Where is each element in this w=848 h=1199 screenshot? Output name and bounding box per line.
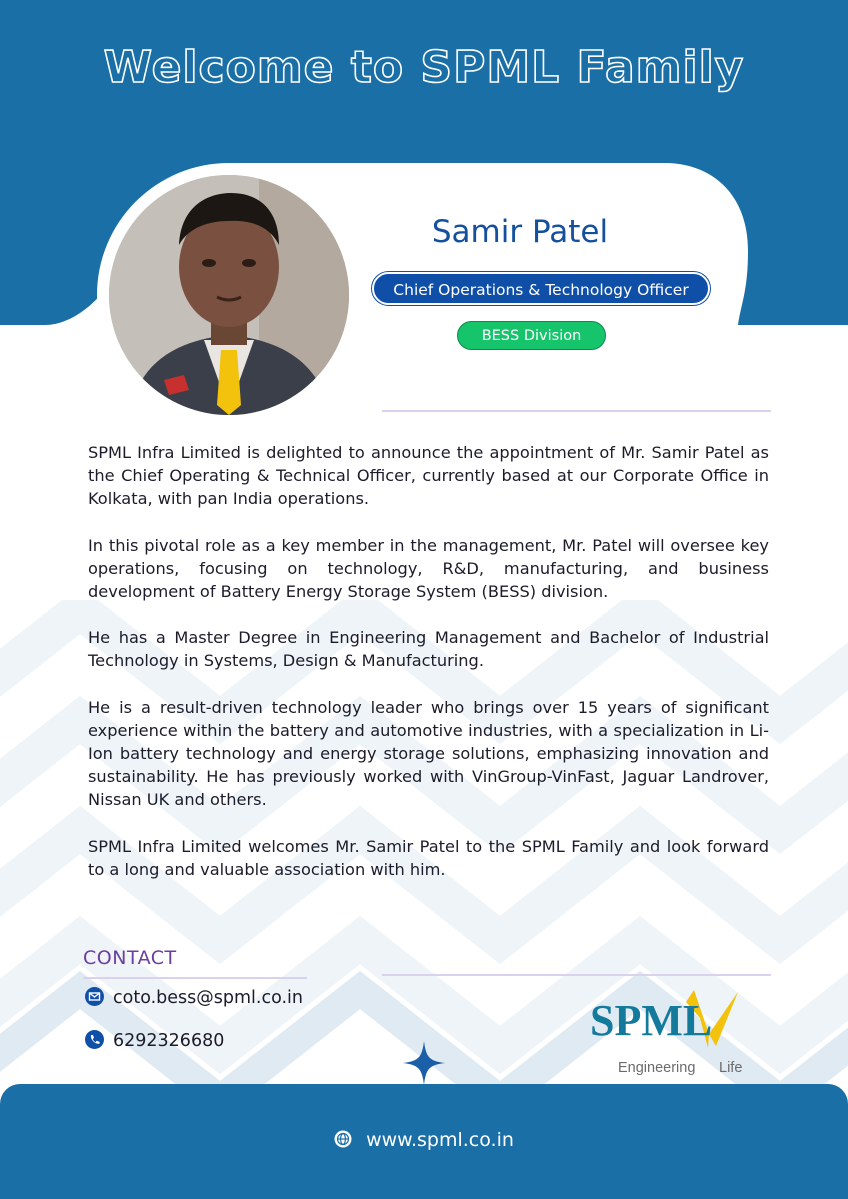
person-name: Samir Patel: [431, 214, 609, 250]
paragraph: He is a result-driven technology leader who brings over 15 years of significant experience within the battery and automotive industries, with a specialization in Li-Ion battery technology and energy storage solutions, emphasizing innovation and sustainability. He has previously worked with VinGroup-VinFast, Jaguar Landrover, Nissan UK and others.: [88, 697, 769, 810]
division-badge: BESS Division: [457, 321, 606, 350]
paragraph: SPML Infra Limited is delighted to announce the appointment of Mr. Samir Patel as the Chief Operating & Technical Officer, currently based at our Corporate Office in Kolkata, with pan India operations.: [88, 443, 769, 509]
paragraph: In this pivotal role as a key member in the management, Mr. Patel will oversee key operations, focusing on technology, R&D, manufacturing, and business development of Battery Energy Storage System (BESS) division.: [88, 535, 769, 602]
contact-email-row: [85, 988, 303, 1008]
logo-divider: [382, 974, 771, 976]
mail-icon: [85, 987, 104, 1006]
page-title: Welcome to SPML Family: [103, 42, 745, 93]
logo-tagline-left: Engineering: [618, 1060, 696, 1076]
profile-photo: [109, 175, 349, 415]
logo-tagline-right: Life: [719, 1060, 743, 1076]
sparkle-icon: [403, 1041, 445, 1085]
website-link[interactable]: www.spml.co.in: [366, 1129, 514, 1151]
phone-number: 6292326680: [113, 1031, 225, 1051]
logo-wordmark: SPML: [590, 996, 713, 1045]
paragraph: He has a Master Degree in Engineering Management and Bachelor of Industrial Technology in Systems, Design & Manufacturing.: [88, 628, 769, 671]
contact-heading: CONTACT: [83, 947, 177, 969]
header-divider: [382, 410, 771, 412]
footer-website: [0, 1129, 848, 1151]
globe-icon: [334, 1130, 352, 1148]
phone-icon: [85, 1030, 104, 1049]
contact-phone-row: [85, 1031, 224, 1051]
contact-divider: [83, 977, 307, 979]
role-badge: Chief Operations & Technology Officer: [372, 272, 710, 305]
paragraph: SPML Infra Limited welcomes Mr. Samir Patel to the SPML Family and look forward to a long and valuable association with him.: [88, 836, 769, 879]
email-link[interactable]: coto.bess@spml.co.in: [113, 988, 303, 1008]
announcement-body: [88, 441, 769, 904]
person-illustration: [109, 175, 349, 415]
spml-logo: [588, 988, 774, 1078]
